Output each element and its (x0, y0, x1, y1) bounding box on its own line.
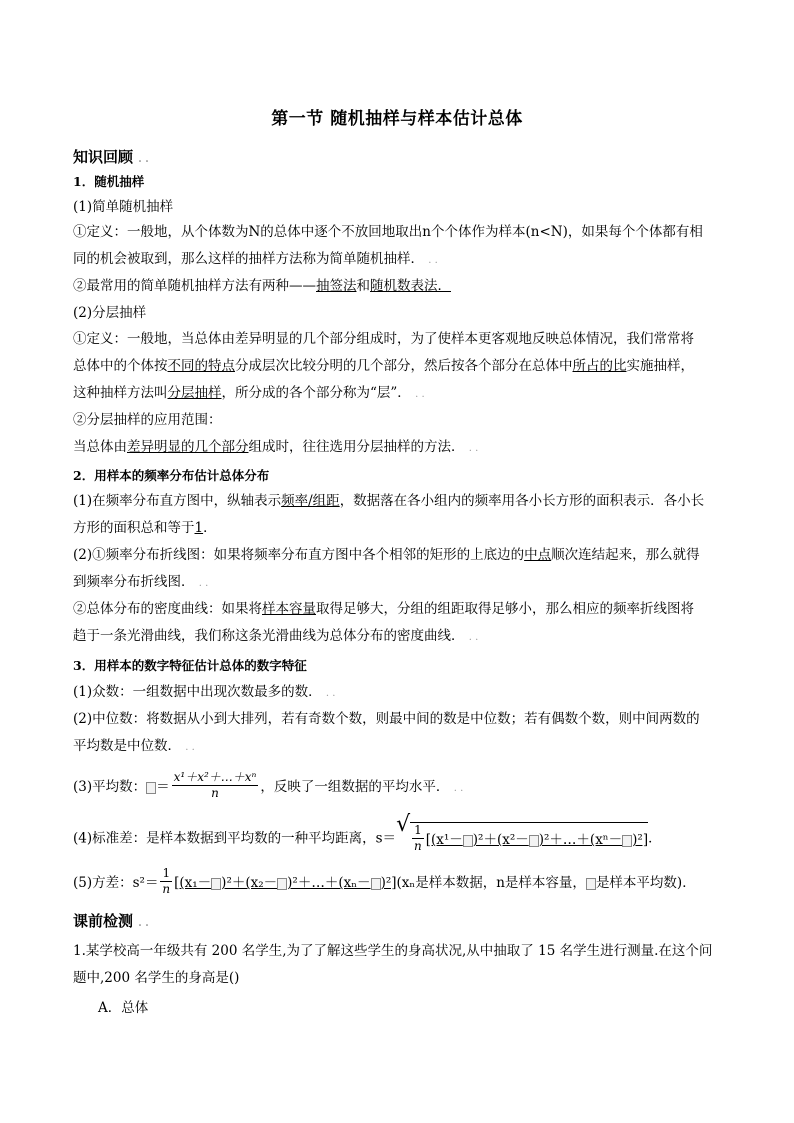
def2-line4: ②分层抽样的应用范围： (73, 412, 222, 428)
median-line2: 平均数是中位数． . . (73, 738, 195, 754)
freq-line4: 到频率分布折线图． . . (73, 574, 209, 590)
def2-line3: 这种抽样方法叫分层抽样，所分成的各个部分称为“层”． . . (73, 385, 425, 401)
def2-line2: 总体中的个体按不同的特点分成层次比较分明的几个部分，然后按各个部分在总体中所占的比实施抽样， (73, 358, 694, 374)
median-line1: (2)中位数：将数据从小到大排列，若有奇数个数，则最中间的数是中位数；若有偶数个数，则中间两数的 (73, 711, 700, 727)
def1-line1: ①定义：一般地，从个体数为N的总体中逐个不放回地取出n个个体作为样本(n<N)，如果每个个体都有相 (73, 224, 703, 240)
sub-stratified-sampling: (2)分层抽样 (73, 305, 147, 321)
def2-line5: 当总体由差异明显的几个部分组成时，往往选用分层抽样的方法． . . (73, 439, 479, 455)
mean-formula: (3)平均数： ＝ $\frac{\text{x¹＋x²＋…＋xⁿ}}{n}$ ，反映了一组数据的平均水平． . . (73, 770, 464, 800)
xbar-symbol-icon (146, 782, 156, 794)
page-title: 第一节 随机抽样与样本估计总体 (271, 109, 523, 129)
freq-line2: 方形的面积总和等于1． (73, 520, 217, 536)
std-dev-formula: (4)标准差：是样本数据到平均数的一种平均距离，s＝ √ $\frac{1}{n}$ [(x¹－ )²＋(x²－ )²＋…＋(xⁿ－ )²]． (73, 822, 662, 856)
item-frequency-distribution: 2．用样本的频率分布估计总体分布 (73, 468, 270, 483)
sub-simple-random-sampling: (1)简单随机抽样 (73, 199, 174, 215)
section-heading-pre-class-test: 课前检测 . . (73, 912, 149, 930)
mode-line: (1)众数：一组数据中出现次数最多的数． . . (73, 684, 336, 700)
def1-line2: 同的机会被取到，那么这样的抽样方法称为简单随机抽样． . . (73, 251, 438, 267)
question1-line2: 题中,200 名学生的身高是() (73, 970, 240, 986)
def2-line1: ①定义：一般地，当总体由差异明显的几个部分组成时，为了使样本更客观地反映总体情况，我们常常将 (73, 331, 694, 347)
freq-line6: 趋于一条光滑曲线，我们称这条光滑曲线为总体分布的密度曲线． . . (73, 628, 479, 644)
question1-option-a: A．总体 (98, 1000, 149, 1016)
freq-line1: (1)在频率分布直方图中，纵轴表示频率/组距，数据落在各小组内的频率用各小长方形的面积表示．各小长 (73, 493, 705, 509)
def1-line3: ②最常用的简单随机抽样方法有两种——抽签法和随机数表法． (73, 278, 451, 294)
freq-line5: ②总体分布的密度曲线：如果将样本容量取得足够大，分组的组距取得足够小，那么相应的频率折线图将 (73, 601, 694, 617)
item-random-sampling: 1．随机抽样 (73, 174, 145, 189)
freq-line3: (2)①频率分布折线图：如果将频率分布直方图中各个相邻的矩形的上底边的中点顺次连结起来，那么就得 (73, 547, 700, 563)
variance-formula: (5)方差：s²＝ $\frac{1}{n}$ [(x₁－ )²＋(x₂－ )²＋…＋(xₙ－ )²](xₙ是样本数据，n是样本容量， 是样本平均数)． (73, 866, 696, 896)
item-numerical-features: 3．用样本的数字特征估计总体的数字特征 (73, 658, 307, 673)
question1-line1: 1.某学校高一年级共有 200 名学生,为了了解这些学生的身高状况,从中抽取了 15 名学生进行测量.在这个问 (73, 943, 713, 959)
section-heading-knowledge-review: 知识回顾 . . (73, 148, 149, 166)
